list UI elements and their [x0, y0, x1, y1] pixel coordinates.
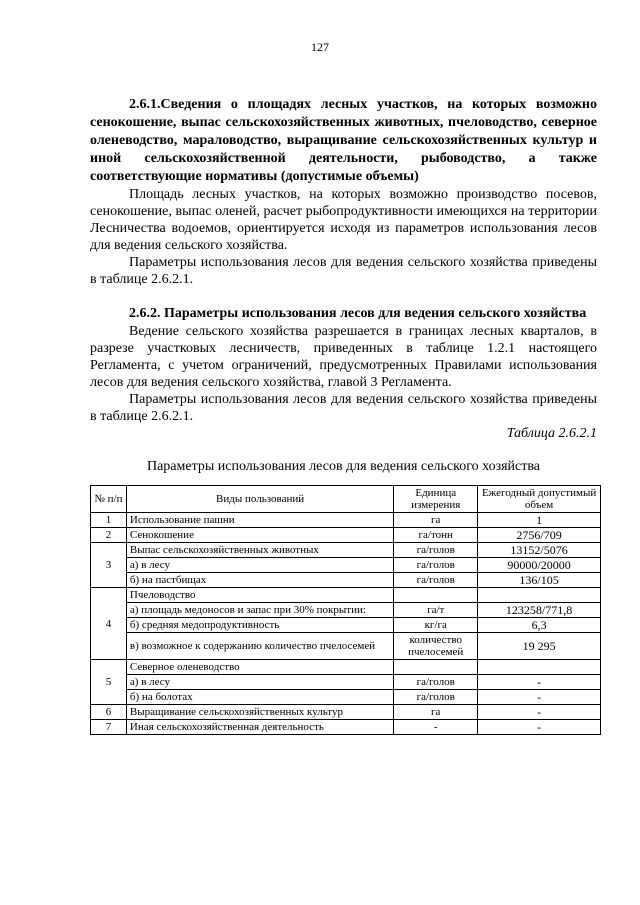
row-unit: га/голов	[394, 558, 478, 573]
table-row	[91, 660, 601, 675]
row-number: 1	[91, 513, 127, 528]
row-value: -	[478, 690, 601, 705]
section-heading-2-6-1: 2.6.1.Сведения о площадях лесных участков, на которых возможно сенокошение, выпас сельскохозяйственных животных, пчеловодство, северное оленеводство, мараловодство, выращивание сельскохозяйственных культур и иной сельскохозяйственной деятельности, рыбоводство, а также соответствующие нормативы (допустимые объемы)	[90, 97, 597, 184]
row-type: а) в лесу	[126, 675, 393, 690]
row-value: -	[478, 675, 601, 690]
row-unit: га/голов	[394, 573, 478, 588]
table-row	[91, 588, 601, 603]
row-type: б) на болотах	[126, 690, 393, 705]
paragraph: Площадь лесных участков, на которых возможно производство посевов, сенокошение, выпас оленей, расчет рыбопродуктивности имеющихся на территории Лесничества водоемов, ориентируется исходя из параметров использования лесов для ведения сельского хозяйства.	[90, 187, 597, 253]
table-row	[91, 633, 601, 660]
table-row	[91, 558, 601, 573]
row-value	[478, 588, 601, 603]
table-header-row	[91, 486, 601, 513]
paragraph: Параметры использования лесов для ведения сельского хозяйства приведены в таблице 2.6.2.1.	[90, 392, 597, 424]
row-value: 13152/5076	[478, 543, 601, 558]
document-body	[90, 96, 597, 735]
table-row	[91, 603, 601, 618]
row-number: 6	[91, 705, 127, 720]
row-type: Сенокошение	[126, 528, 393, 543]
row-type: Использование пашни	[126, 513, 393, 528]
row-unit: кг/га	[394, 618, 478, 633]
row-type: Северное оленеводство	[126, 660, 393, 675]
paragraph: Параметры использования лесов для ведения сельского хозяйства приведены в таблице 2.6.2.1.	[90, 255, 597, 287]
row-number: 5	[91, 660, 127, 705]
row-value: 90000/20000	[478, 558, 601, 573]
table-row	[91, 705, 601, 720]
row-value: 1	[478, 513, 601, 528]
row-unit: количество пчелосемей	[394, 633, 478, 660]
table-row	[91, 618, 601, 633]
row-unit: га/голов	[394, 690, 478, 705]
table-row	[91, 573, 601, 588]
table-row	[91, 543, 601, 558]
header-num: № п/п	[91, 486, 127, 513]
row-number: 7	[91, 720, 127, 735]
row-number: 2	[91, 528, 127, 543]
section-heading-2-6-2: 2.6.2. Параметры использования лесов для ведения сельского хозяйства	[129, 306, 587, 321]
table-row	[91, 720, 601, 735]
row-type: Иная сельскохозяйственная деятельность	[126, 720, 393, 735]
row-type: в) возможное к содержанию количество пчелосемей	[126, 633, 393, 660]
row-number: 3	[91, 543, 127, 588]
row-type: б) на пастбищах	[126, 573, 393, 588]
row-value: 19 295	[478, 633, 601, 660]
table-row	[91, 528, 601, 543]
row-type: Выращивание сельскохозяйственных культур	[126, 705, 393, 720]
row-type: а) площадь медоносов и запас при 30% покрытии:	[126, 603, 393, 618]
row-unit: га/голов	[394, 675, 478, 690]
table-label: Таблица 2.6.2.1	[506, 426, 597, 441]
row-type: б) средняя медопродуктивность	[126, 618, 393, 633]
header-type: Виды пользований	[126, 486, 393, 513]
page-number: 127	[311, 40, 329, 54]
row-value: -	[478, 705, 601, 720]
row-number: 4	[91, 588, 127, 660]
row-value: 123258/771,8	[478, 603, 601, 618]
table-body	[91, 513, 601, 735]
row-value: 136/105	[478, 573, 601, 588]
row-value: 2756/709	[478, 528, 601, 543]
row-unit: -	[394, 720, 478, 735]
row-unit	[394, 660, 478, 675]
row-type: Выпас сельскохозяйственных животных	[126, 543, 393, 558]
row-value: -	[478, 720, 601, 735]
table-row	[91, 690, 601, 705]
row-unit: га/голов	[394, 543, 478, 558]
row-unit: га/тонн	[394, 528, 478, 543]
table-row	[91, 675, 601, 690]
row-unit: га	[394, 513, 478, 528]
parameters-table	[90, 485, 601, 735]
header-volume: Ежегодный допустимый объем	[478, 486, 601, 513]
header-unit: Единица измерения	[394, 486, 478, 513]
row-unit	[394, 588, 478, 603]
row-type: Пчеловодство	[126, 588, 393, 603]
row-unit: га	[394, 705, 478, 720]
row-value: 6,3	[478, 618, 601, 633]
paragraph: Ведение сельского хозяйства разрешается в границах лесных кварталов, в разрезе участковых лесничеств, приведенных в таблице 1.2.1 настоящего Регламента, с учетом ограничений, предусмотренных Правилами использования лесов для ведения сельского хозяйства, главой 3 Регламента.	[90, 324, 597, 390]
table-row	[91, 513, 601, 528]
row-type: а) в лесу	[126, 558, 393, 573]
table-title: Параметры использования лесов для ведения сельского хозяйства	[146, 459, 540, 474]
row-value	[478, 660, 601, 675]
row-unit: га/т	[394, 603, 478, 618]
